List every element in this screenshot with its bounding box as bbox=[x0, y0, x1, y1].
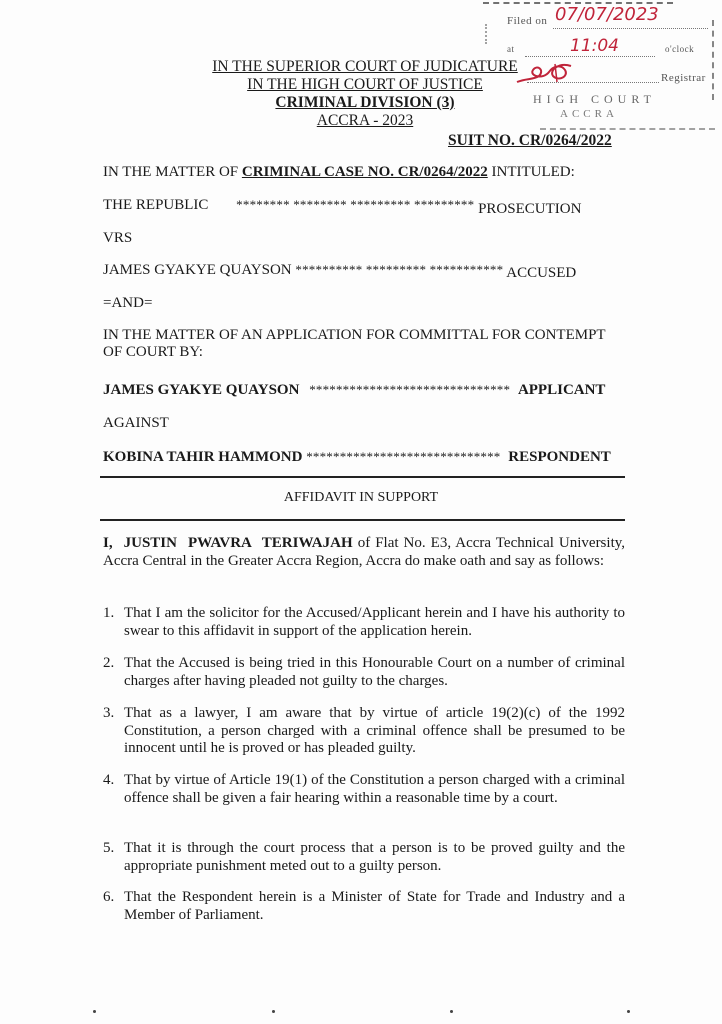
and-line: =AND= bbox=[103, 295, 153, 311]
deponent-intro bbox=[103, 535, 625, 570]
scan-speck bbox=[627, 1010, 630, 1013]
matter-prefix: IN THE MATTER OF bbox=[103, 164, 239, 180]
against-line: AGAINST bbox=[103, 415, 169, 431]
matter-line bbox=[103, 164, 575, 181]
header-line-3: CRIMINAL DIVISION (3) bbox=[275, 94, 455, 111]
registrar-label: Registrar bbox=[661, 72, 706, 84]
deponent-name: I, JUSTIN PWAVRA TERIWAJAH bbox=[103, 535, 353, 551]
stamp-court-city: ACCRA bbox=[560, 108, 618, 120]
affidavit-item bbox=[103, 655, 625, 690]
accused-line bbox=[103, 262, 576, 279]
scan-speck bbox=[272, 1010, 275, 1013]
stamp-border-right bbox=[712, 20, 714, 100]
stamp-court-name: HIGH COURT bbox=[533, 92, 656, 106]
respondent-stars: ***************************** bbox=[306, 449, 501, 464]
affidavit-item bbox=[103, 705, 625, 758]
item-text: That by virtue of Article 19(1) of the Constitution a person charged with a criminal offence shall be given a fair hearing within a reasonable time by a court. bbox=[124, 772, 625, 806]
respondent-line bbox=[103, 449, 611, 466]
affidavit-item bbox=[103, 605, 625, 640]
affidavit-item bbox=[103, 772, 625, 807]
item-number: 2. bbox=[103, 655, 115, 671]
filed-time-handwritten: 11:04 bbox=[570, 36, 619, 56]
court-header bbox=[200, 58, 530, 130]
time-line bbox=[525, 56, 655, 57]
divider-bottom bbox=[100, 519, 625, 521]
accused-name: JAMES GYAKYE QUAYSON bbox=[103, 262, 292, 278]
at-label: at bbox=[507, 44, 515, 54]
divider-top bbox=[100, 476, 625, 478]
item-number: 6. bbox=[103, 889, 115, 905]
respondent-role: RESPONDENT bbox=[508, 449, 611, 465]
stamp-border-bottom bbox=[540, 128, 715, 130]
affidavit-item bbox=[103, 840, 625, 875]
suit-number: SUIT NO. CR/0264/2022 bbox=[448, 132, 612, 149]
applicant-name: JAMES GYAKYE QUAYSON bbox=[103, 382, 300, 398]
scan-speck bbox=[450, 1010, 453, 1013]
registrar-line bbox=[527, 82, 659, 83]
deponent-address: of Flat No. E3, Accra Technical University, Accra Central in the Greater Accra Region, Accra do make oath and say as follows: bbox=[103, 535, 626, 569]
accused-role: ACCUSED bbox=[506, 265, 577, 281]
oclock-label: o'clock bbox=[665, 44, 695, 54]
versus-line: VRS bbox=[103, 230, 133, 246]
item-text: That I am the solicitor for the Accused/Applicant herein and I have his authority to swear to this affidavit in support of the application herein. bbox=[124, 605, 625, 639]
applicant-stars: ****************************** bbox=[309, 382, 511, 397]
application-line: IN THE MATTER OF AN APPLICATION FOR COMMITTAL FOR CONTEMPT OF COURT BY: bbox=[103, 327, 606, 360]
stamp-border-left bbox=[485, 24, 487, 44]
affidavit-item bbox=[103, 889, 625, 924]
prosecution-role: PROSECUTION bbox=[478, 201, 582, 217]
scan-speck bbox=[93, 1010, 96, 1013]
header-line-2: IN THE HIGH COURT OF JUSTICE bbox=[247, 76, 483, 93]
prosecution-stars: ******** ******** ********* ********* bbox=[236, 197, 475, 212]
filed-on-line bbox=[553, 28, 708, 29]
item-text: That the Respondent herein is a Minister of State for Trade and Industry and a Member of Parliament. bbox=[124, 889, 625, 923]
item-text: That the Accused is being tried in this Honourable Court on a number of criminal charges after having pleaded not guilty to the charges. bbox=[124, 655, 625, 689]
matter-suffix: INTITULED: bbox=[491, 164, 575, 180]
item-number: 3. bbox=[103, 705, 115, 721]
item-number: 5. bbox=[103, 840, 115, 856]
header-line-4: ACCRA - 2023 bbox=[316, 112, 414, 129]
applicant-role: APPLICANT bbox=[517, 382, 606, 398]
item-text: That it is through the court process that a person is to be proved guilty and the appropriate punishment meted out to a guilty person. bbox=[124, 840, 625, 874]
prosecution-line bbox=[103, 197, 582, 217]
case-number: CRIMINAL CASE NO. CR/0264/2022 bbox=[241, 164, 488, 180]
item-text: That as a lawyer, I am aware that by virtue of article 19(2)(c) of the 1992 Constitution, a person charged with a criminal offence shall be presumed to be innocent until he is proved or has pleaded guilty. bbox=[124, 705, 625, 756]
affidavit-title: AFFIDAVIT IN SUPPORT bbox=[283, 490, 439, 505]
header-line-1: IN THE SUPERIOR COURT OF JUDICATURE bbox=[212, 58, 518, 75]
prosecution-name: THE REPUBLIC bbox=[103, 197, 209, 213]
applicant-line bbox=[103, 382, 605, 399]
filed-on-label: Filed on bbox=[507, 15, 548, 27]
respondent-name: KOBINA TAHIR HAMMOND bbox=[103, 449, 303, 465]
item-number: 4. bbox=[103, 772, 115, 788]
filed-date-handwritten: 07/07/2023 bbox=[555, 4, 659, 25]
item-number: 1. bbox=[103, 605, 115, 621]
accused-stars: ********** ********* *********** bbox=[295, 262, 504, 277]
